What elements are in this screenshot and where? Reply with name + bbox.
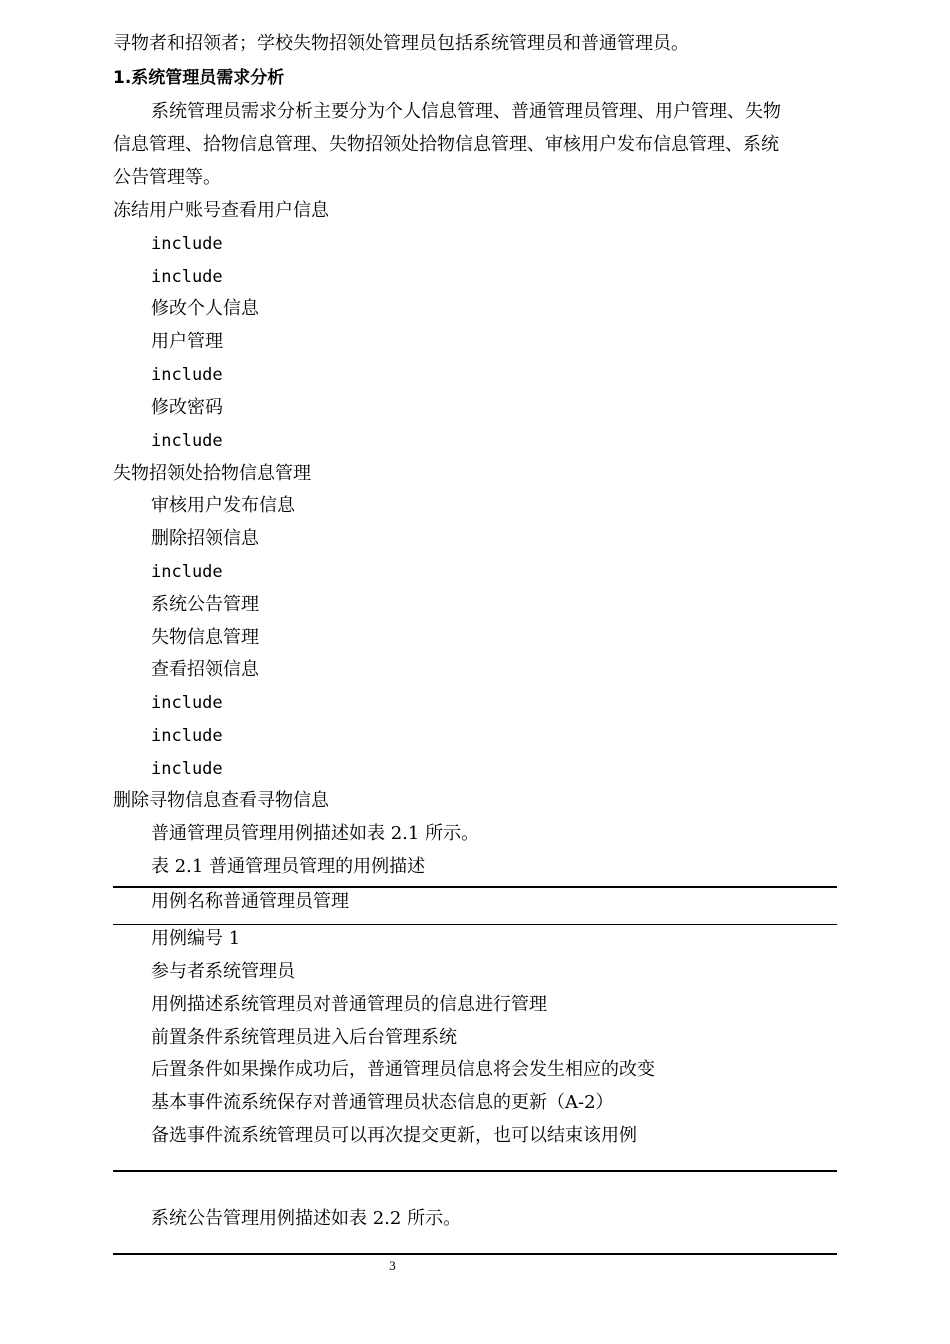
diagram-label: 修改密码 — [151, 397, 223, 418]
paragraph-line: 信息管理、拾物信息管理、失物招领处拾物信息管理、审核用户发布信息管理、系统 — [113, 134, 779, 155]
diagram-label: include — [151, 726, 223, 746]
diagram-label: 删除招领信息 — [151, 528, 259, 549]
paragraph-line: 公告管理等。 — [113, 167, 221, 188]
section-heading: 1.系统管理员需求分析 — [113, 68, 285, 88]
paragraph-line: 系统管理员需求分析主要分为个人信息管理、普通管理员管理、用户管理、失物 — [151, 101, 781, 122]
diagram-label: include — [151, 267, 223, 287]
table-row: 参与者系统管理员 — [151, 961, 295, 982]
diagram-label: include — [151, 759, 223, 779]
diagram-label: 用户管理 — [151, 331, 223, 352]
diagram-label: 失物招领处拾物信息管理 — [113, 463, 311, 484]
diagram-label: 失物信息管理 — [151, 627, 259, 648]
diagram-label: 系统公告管理 — [151, 594, 259, 615]
table-top-rule — [113, 886, 837, 888]
diagram-label: include — [151, 365, 223, 385]
diagram-label: include — [151, 562, 223, 582]
diagram-label: include — [151, 234, 223, 254]
diagram-label: include — [151, 693, 223, 713]
paragraph-line: 普通管理员管理用例描述如表 2.1 所示。 — [151, 823, 480, 844]
table-row: 用例编号 1 — [151, 928, 241, 949]
diagram-label: include — [151, 431, 223, 451]
diagram-label: 冻结用户账号查看用户信息 — [113, 200, 329, 221]
diagram-label: 修改个人信息 — [151, 298, 259, 319]
footer-rule — [113, 1253, 837, 1255]
table-row: 后置条件如果操作成功后，普通管理员信息将会发生相应的改变 — [151, 1059, 655, 1080]
diagram-label: 删除寻物信息查看寻物信息 — [113, 790, 329, 811]
table-bottom-rule — [113, 1170, 837, 1172]
diagram-label: 审核用户发布信息 — [151, 495, 295, 516]
table-header-cell: 用例名称普通管理员管理 — [151, 891, 349, 912]
table-row: 用例描述系统管理员对普通管理员的信息进行管理 — [151, 994, 547, 1015]
table-row: 基本事件流系统保存对普通管理员状态信息的更新（A-2） — [151, 1092, 614, 1113]
diagram-label: 查看招领信息 — [151, 659, 259, 680]
table-caption: 表 2.1 普通管理员管理的用例描述 — [151, 856, 426, 877]
page-number: 3 — [389, 1258, 396, 1273]
table-row: 备选事件流系统管理员可以再次提交更新，也可以结束该用例 — [151, 1125, 637, 1146]
text-line: 寻物者和招领者；学校失物招领处管理员包括系统管理员和普通管理员。 — [113, 33, 689, 54]
table-row: 前置条件系统管理员进入后台管理系统 — [151, 1027, 457, 1048]
paragraph-line: 系统公告管理用例描述如表 2.2 所示。 — [151, 1208, 462, 1229]
table-header-rule — [113, 924, 837, 925]
